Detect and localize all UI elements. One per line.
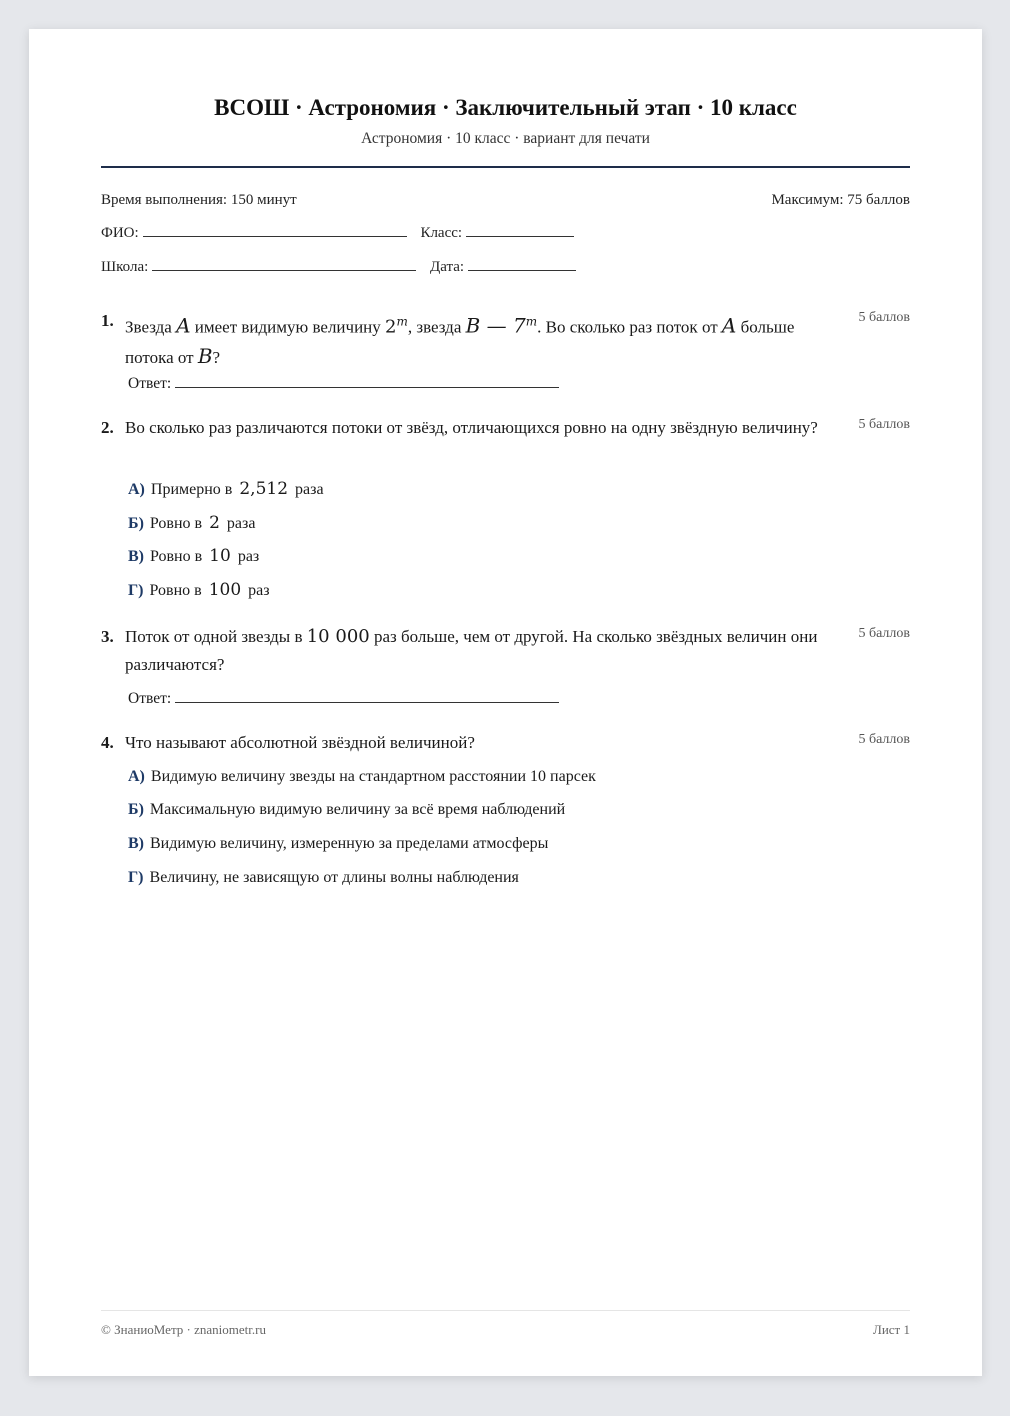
option-q2-c[interactable]: В) Ровно в 10 раз bbox=[128, 546, 260, 566]
question-text: Во сколько раз различаются потоки от звёзд, отличающихся ровно на одну звёздную величину? bbox=[125, 418, 818, 437]
fio-row bbox=[101, 225, 910, 242]
answer-label: Ответ: bbox=[128, 690, 172, 707]
option-letter: А) bbox=[128, 768, 145, 785]
option-q4-c[interactable]: В) Видимую величину, измеренную за пределами атмосферы bbox=[128, 835, 549, 852]
answer-label: Ответ: bbox=[128, 375, 172, 392]
answer-row-1 bbox=[128, 375, 559, 393]
question-number: 1. bbox=[101, 311, 114, 330]
option-letter: Г) bbox=[128, 869, 144, 886]
class-field[interactable] bbox=[466, 235, 574, 237]
school-label: Школа: bbox=[101, 259, 149, 275]
answer-field-1[interactable] bbox=[175, 386, 559, 388]
option-q2-d[interactable]: Г) Ровно в 100 раз bbox=[128, 580, 270, 600]
fio-field[interactable] bbox=[143, 235, 407, 237]
question-text: Поток от одной звезды в 10 000 раз больше, чем от другой. На сколько звёздных величин они различаются? bbox=[125, 626, 818, 674]
question-points: 5 баллов bbox=[858, 310, 910, 325]
option-letter: А) bbox=[128, 481, 145, 498]
question-text: Что называют абсолютной звёздной величиной? bbox=[125, 733, 475, 752]
option-letter: Г) bbox=[128, 582, 144, 599]
class-label: Класс: bbox=[420, 225, 463, 241]
question-number: 3. bbox=[101, 627, 114, 646]
page-subtitle: Астрономия · 10 класс · вариант для печати bbox=[361, 130, 650, 147]
answer-row-3 bbox=[128, 690, 559, 708]
header-divider bbox=[101, 166, 910, 168]
page-title: ВСОШ · Астрономия · Заключительный этап · 10 класс bbox=[214, 95, 797, 120]
option-q2-a[interactable]: А) Примерно в 2,512 раза bbox=[128, 479, 324, 499]
school-row bbox=[101, 259, 910, 276]
footer-copyright: © ЗнаниоМетр · znaniometr.ru bbox=[101, 1322, 266, 1337]
footer-divider bbox=[101, 1310, 910, 1311]
question-1 bbox=[101, 307, 910, 372]
option-letter: Б) bbox=[128, 515, 144, 532]
question-points: 5 баллов bbox=[858, 417, 910, 432]
fio-label: ФИО: bbox=[101, 225, 139, 241]
option-q4-a[interactable]: А) Видимую величину звезды на стандартном расстоянии 10 парсек bbox=[128, 768, 596, 785]
question-text: Звезда A имеет видимую величину 2$^m$, звезда B — 7$^m$. Во сколько раз поток от A больше потока от B? bbox=[125, 313, 795, 368]
footer-sheet-number: Лист 1 bbox=[873, 1322, 910, 1337]
option-letter: Б) bbox=[128, 801, 144, 818]
question-number: 4. bbox=[101, 733, 114, 752]
option-q4-d[interactable]: Г) Величину, не зависящую от длины волны наблюдения bbox=[128, 869, 519, 886]
date-label: Дата: bbox=[430, 259, 465, 275]
time-limit: Время выполнения: 150 минут bbox=[101, 192, 297, 208]
footer bbox=[101, 1322, 910, 1338]
question-number: 2. bbox=[101, 418, 114, 437]
option-letter: В) bbox=[128, 548, 144, 565]
option-letter: В) bbox=[128, 835, 144, 852]
exam-page bbox=[29, 29, 982, 1376]
school-field[interactable] bbox=[152, 269, 416, 271]
option-q2-b[interactable]: Б) Ровно в 2 раза bbox=[128, 513, 256, 533]
question-3 bbox=[101, 623, 910, 679]
max-score: Максимум: 75 баллов bbox=[771, 192, 910, 208]
question-4 bbox=[101, 729, 910, 757]
option-q4-b[interactable]: Б) Максимальную видимую величину за всё время наблюдений bbox=[128, 801, 566, 818]
question-points: 5 баллов bbox=[858, 732, 910, 747]
question-points: 5 баллов bbox=[858, 626, 910, 641]
question-2 bbox=[101, 414, 910, 442]
answer-field-3[interactable] bbox=[175, 701, 559, 703]
date-field[interactable] bbox=[468, 269, 576, 271]
meta-row bbox=[101, 192, 910, 209]
